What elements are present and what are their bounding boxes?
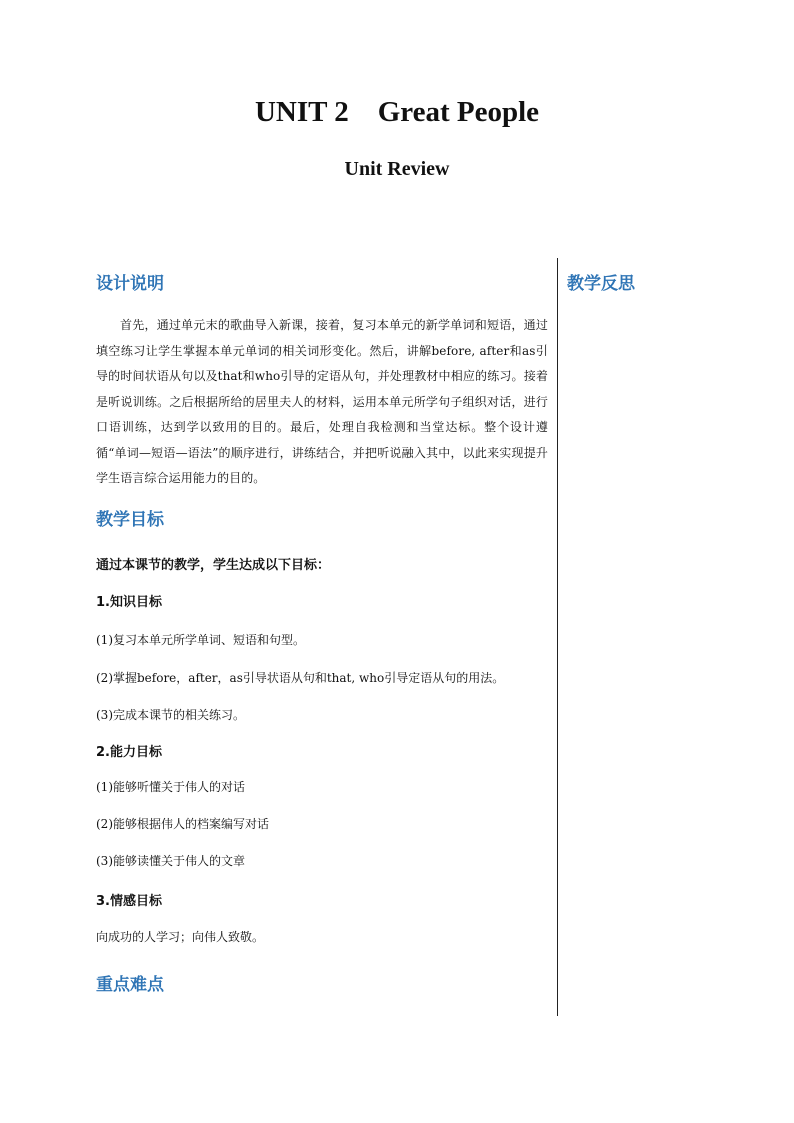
objectives-intro: 通过本课节的教学，学生达成以下目标： — [96, 558, 331, 573]
document-subtitle: Unit Review — [344, 158, 450, 180]
knowledge-goal-item: (1)复习本单元所学单词、短语和句型。 — [96, 633, 305, 647]
knowledge-goal-item: (3)完成本课节的相关练习。 — [96, 708, 245, 722]
emotion-goal-title: 3.情感目标 — [96, 894, 162, 909]
ability-goal-item: (3)能够读懂关于伟人的文章 — [96, 854, 245, 868]
column-divider — [557, 258, 558, 1016]
design-description: 首先，通过单元末的歌曲导入新课，接着，复习本单元的新学单词和短语，通过填空练习让学生掌握本单元单词的相关词形变化。然后，讲解before, after和as引导的时间状语从句以及that和who引导的定语从句，并处理教材中相应的练习。接着是听说训练。之后根据所给的居里夫人的材料，运用本单元所学句子组织对话，进行口语训练，达到学以致用的目的。最后，处理自我检测和当堂达标。整个设计遵循“单词—短语—语法”的顺序进行，讲练结合，并把听说融入其中，以此来实现提升学生语言综合运用能力的目的。 — [96, 318, 548, 485]
objectives-heading: 教学目标 — [96, 510, 164, 530]
emotion-goal-item: 向成功的人学习；向伟人致敬。 — [96, 930, 265, 944]
ability-goal-title: 2.能力目标 — [96, 745, 162, 760]
knowledge-goal-title: 1.知识目标 — [96, 595, 162, 610]
reflection-heading: 教学反思 — [567, 274, 635, 294]
document-title: UNIT 2 Great People — [254, 96, 540, 128]
ability-goal-item: (1)能够听懂关于伟人的对话 — [96, 780, 245, 794]
ability-goal-item: (2)能够根据伟人的档案编写对话 — [96, 817, 269, 831]
design-heading: 设计说明 — [96, 274, 164, 294]
key-points-heading: 重点难点 — [96, 975, 164, 995]
knowledge-goal-item: (2)掌握before，after，as引导状语从句和that, who引导定语从句的用法。 — [96, 671, 505, 685]
